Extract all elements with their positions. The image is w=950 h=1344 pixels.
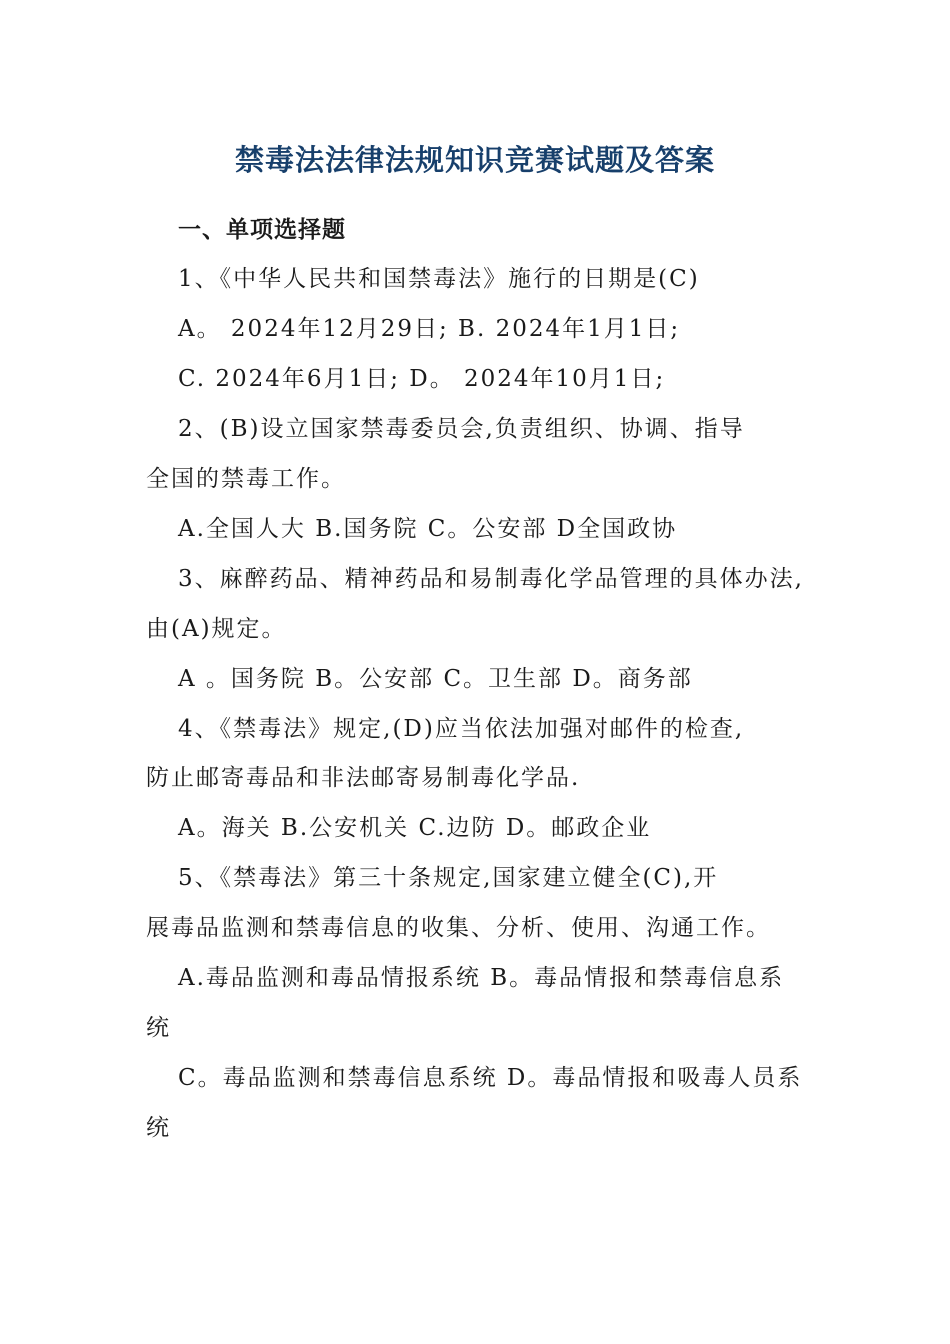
- question-1-options-ab: A。 2024年12月29日; B. 2024年1月1日;: [178, 316, 681, 342]
- question-1-text: 1、《中华人民共和国禁毒法》施行的日期是(C): [178, 266, 700, 292]
- question-5-options-cd: C。毒品监测和禁毒信息系统 D。毒品情报和吸毒人员系: [178, 1065, 803, 1091]
- question-3-options: A 。国务院 B。公安部 C。卫生部 D。商务部: [178, 666, 693, 692]
- question-2-text-cont: 全国的禁毒工作。: [146, 466, 346, 492]
- question-4-options: A。海关 B.公安机关 C.边防 D。邮政企业: [178, 815, 652, 841]
- question-3-text-cont: 由(A)规定。: [146, 616, 287, 642]
- question-5-options-cd-cont: 统: [146, 1115, 171, 1141]
- question-2-options: A.全国人大 B.国务院 C。公安部 D全国政协: [178, 516, 678, 542]
- question-4-text: 4、《禁毒法》规定,(D)应当依法加强对邮件的检查,: [178, 716, 745, 742]
- section-heading: 一、单项选择题: [178, 216, 346, 243]
- question-5-options-ab-cont: 统: [146, 1015, 171, 1041]
- question-5-text-cont: 展毒品监测和禁毒信息的收集、分析、使用、沟通工作。: [146, 915, 771, 941]
- question-2-text: 2、(B)设立国家禁毒委员会,负责组织、协调、指导: [178, 416, 745, 442]
- document-title: 禁毒法法律法规知识竞赛试题及答案: [234, 143, 715, 177]
- question-5-options-ab: A.毒品监测和毒品情报系统 B。毒品情报和禁毒信息系: [178, 965, 785, 991]
- question-3-text: 3、麻醉药品、精神药品和易制毒化学品管理的具体办法,: [178, 566, 804, 592]
- question-5-text: 5、《禁毒法》第三十条规定,国家建立健全(C),开: [178, 865, 719, 891]
- question-4-text-cont: 防止邮寄毒品和非法邮寄易制毒化学品.: [146, 765, 581, 791]
- question-1-options-cd: C. 2024年6月1日; D。 2024年10月1日;: [178, 366, 666, 392]
